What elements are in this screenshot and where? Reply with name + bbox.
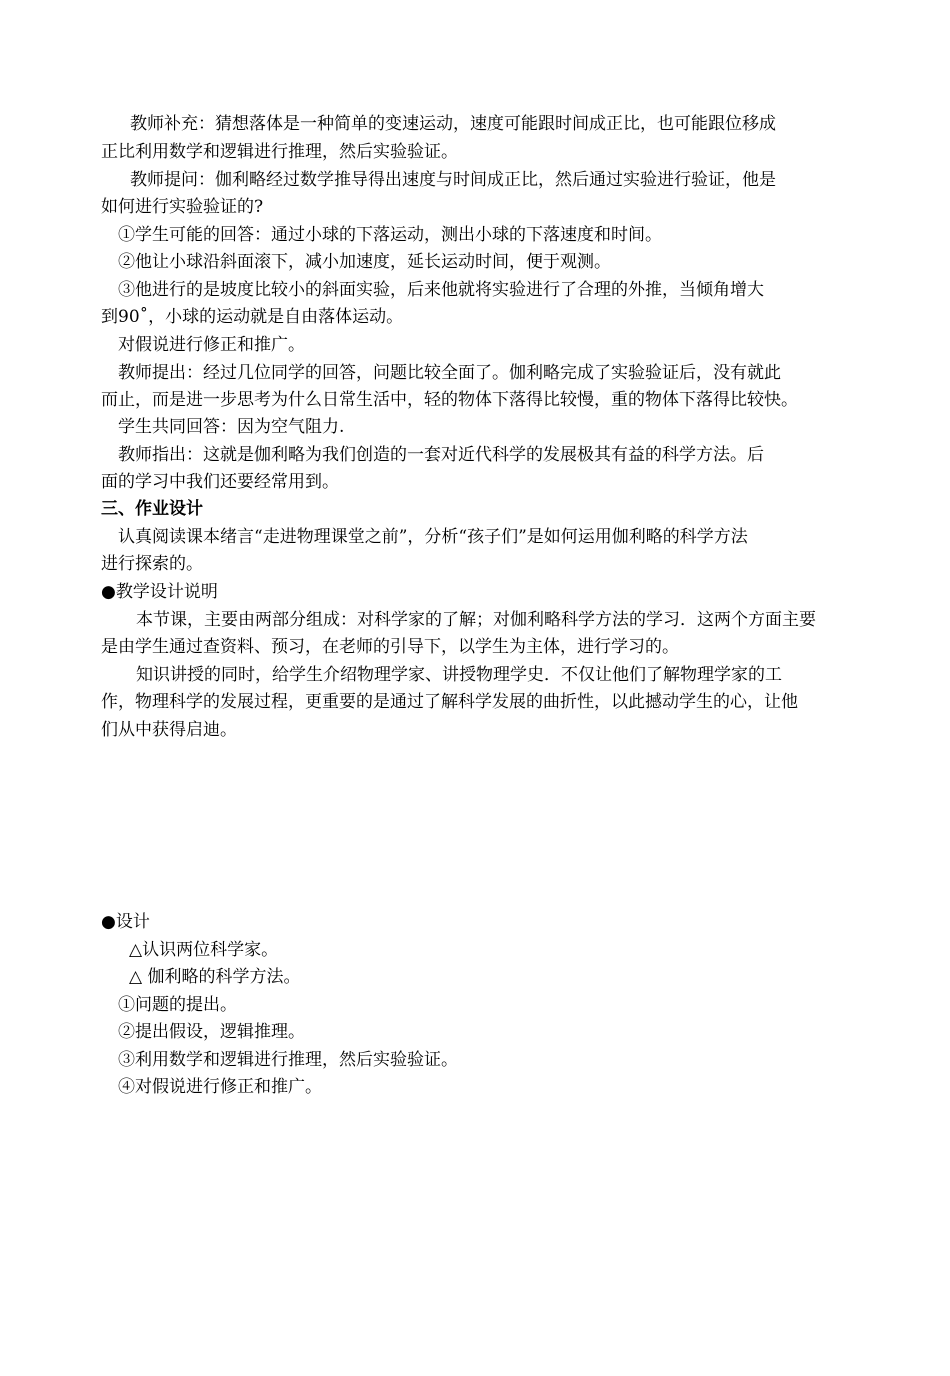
paragraph-line: ③他进行的是坡度比较小的斜面实验，后来他就将实验进行了合理的外推，当倾角增大 xyxy=(118,280,764,300)
list-item: △ 伽利略的科学方法。 xyxy=(129,967,301,987)
paragraph-line: 认真阅读课本绪言“走进物理课堂之前”，分析“孩子们”是如何运用伽利略的科学方法 xyxy=(118,527,748,547)
paragraph-line: 们从中获得启迪。 xyxy=(101,720,237,740)
paragraph-line: 面的学习中我们还要经常用到。 xyxy=(101,472,339,492)
paragraph-line: ②他让小球沿斜面滚下，减小加速度，延长运动时间，便于观测。 xyxy=(118,252,611,272)
list-item: ④对假说进行修正和推广。 xyxy=(118,1077,322,1097)
paragraph-line: 正比利用数学和逻辑进行推理，然后实验验证。 xyxy=(101,142,458,162)
paragraph-line: 教师提出：经过几位同学的回答，问题比较全面了。伽利略完成了实验验证后，没有就此 xyxy=(118,363,781,383)
paragraph-line: 而止，而是进一步思考为什么日常生活中，轻的物体下落得比较慢，重的物体下落得比较快。 xyxy=(101,390,798,410)
list-item: ①问题的提出。 xyxy=(118,995,237,1015)
list-item: △认识两位科学家。 xyxy=(129,940,279,960)
bullet-heading: ●教学设计说明 xyxy=(101,582,218,602)
paragraph-line: 是由学生通过查资料、预习，在老师的引导下，以学生为主体，进行学习的。 xyxy=(101,637,679,657)
paragraph-line: 知识讲授的同时，给学生介绍物理学家、讲授物理学史．不仅让他们了解物理学家的工 xyxy=(136,665,782,685)
section-heading: 三、作业设计 xyxy=(101,499,203,519)
paragraph-line: 学生共同回答：因为空气阻力. xyxy=(118,417,345,437)
list-item: ③利用数学和逻辑进行推理，然后实验验证。 xyxy=(118,1050,458,1070)
paragraph-line: 教师补充：猜想落体是一种简单的变速运动，速度可能跟时间成正比，也可能跟位移成 xyxy=(130,114,776,134)
paragraph-line: 本节课，主要由两部分组成：对科学家的了解；对伽利略科学方法的学习．这两个方面主要 xyxy=(136,610,816,630)
paragraph-line: 作，物理科学的发展过程，更重要的是通过了解科学发展的曲折性，以此撼动学生的心，让他 xyxy=(101,692,798,712)
paragraph-line: ①学生可能的回答：通过小球的下落运动，测出小球的下落速度和时间。 xyxy=(118,225,662,245)
paragraph-line: 进行探索的。 xyxy=(101,554,203,574)
paragraph-line: 如何进行实验验证的? xyxy=(101,197,264,217)
list-item: ②提出假设，逻辑推理。 xyxy=(118,1022,305,1042)
paragraph-line: 教师提问：伽利略经过数学推导得出速度与时间成正比，然后通过实验进行验证，他是 xyxy=(130,170,776,190)
paragraph-line: 对假说进行修正和推广。 xyxy=(118,335,305,355)
paragraph-line: 教师指出：这就是伽利略为我们创造的一套对近代科学的发展极其有益的科学方法。后 xyxy=(118,445,764,465)
bullet-heading: ●设计 xyxy=(101,912,150,932)
paragraph-line: 到90˚，小球的运动就是自由落体运动。 xyxy=(101,307,404,327)
